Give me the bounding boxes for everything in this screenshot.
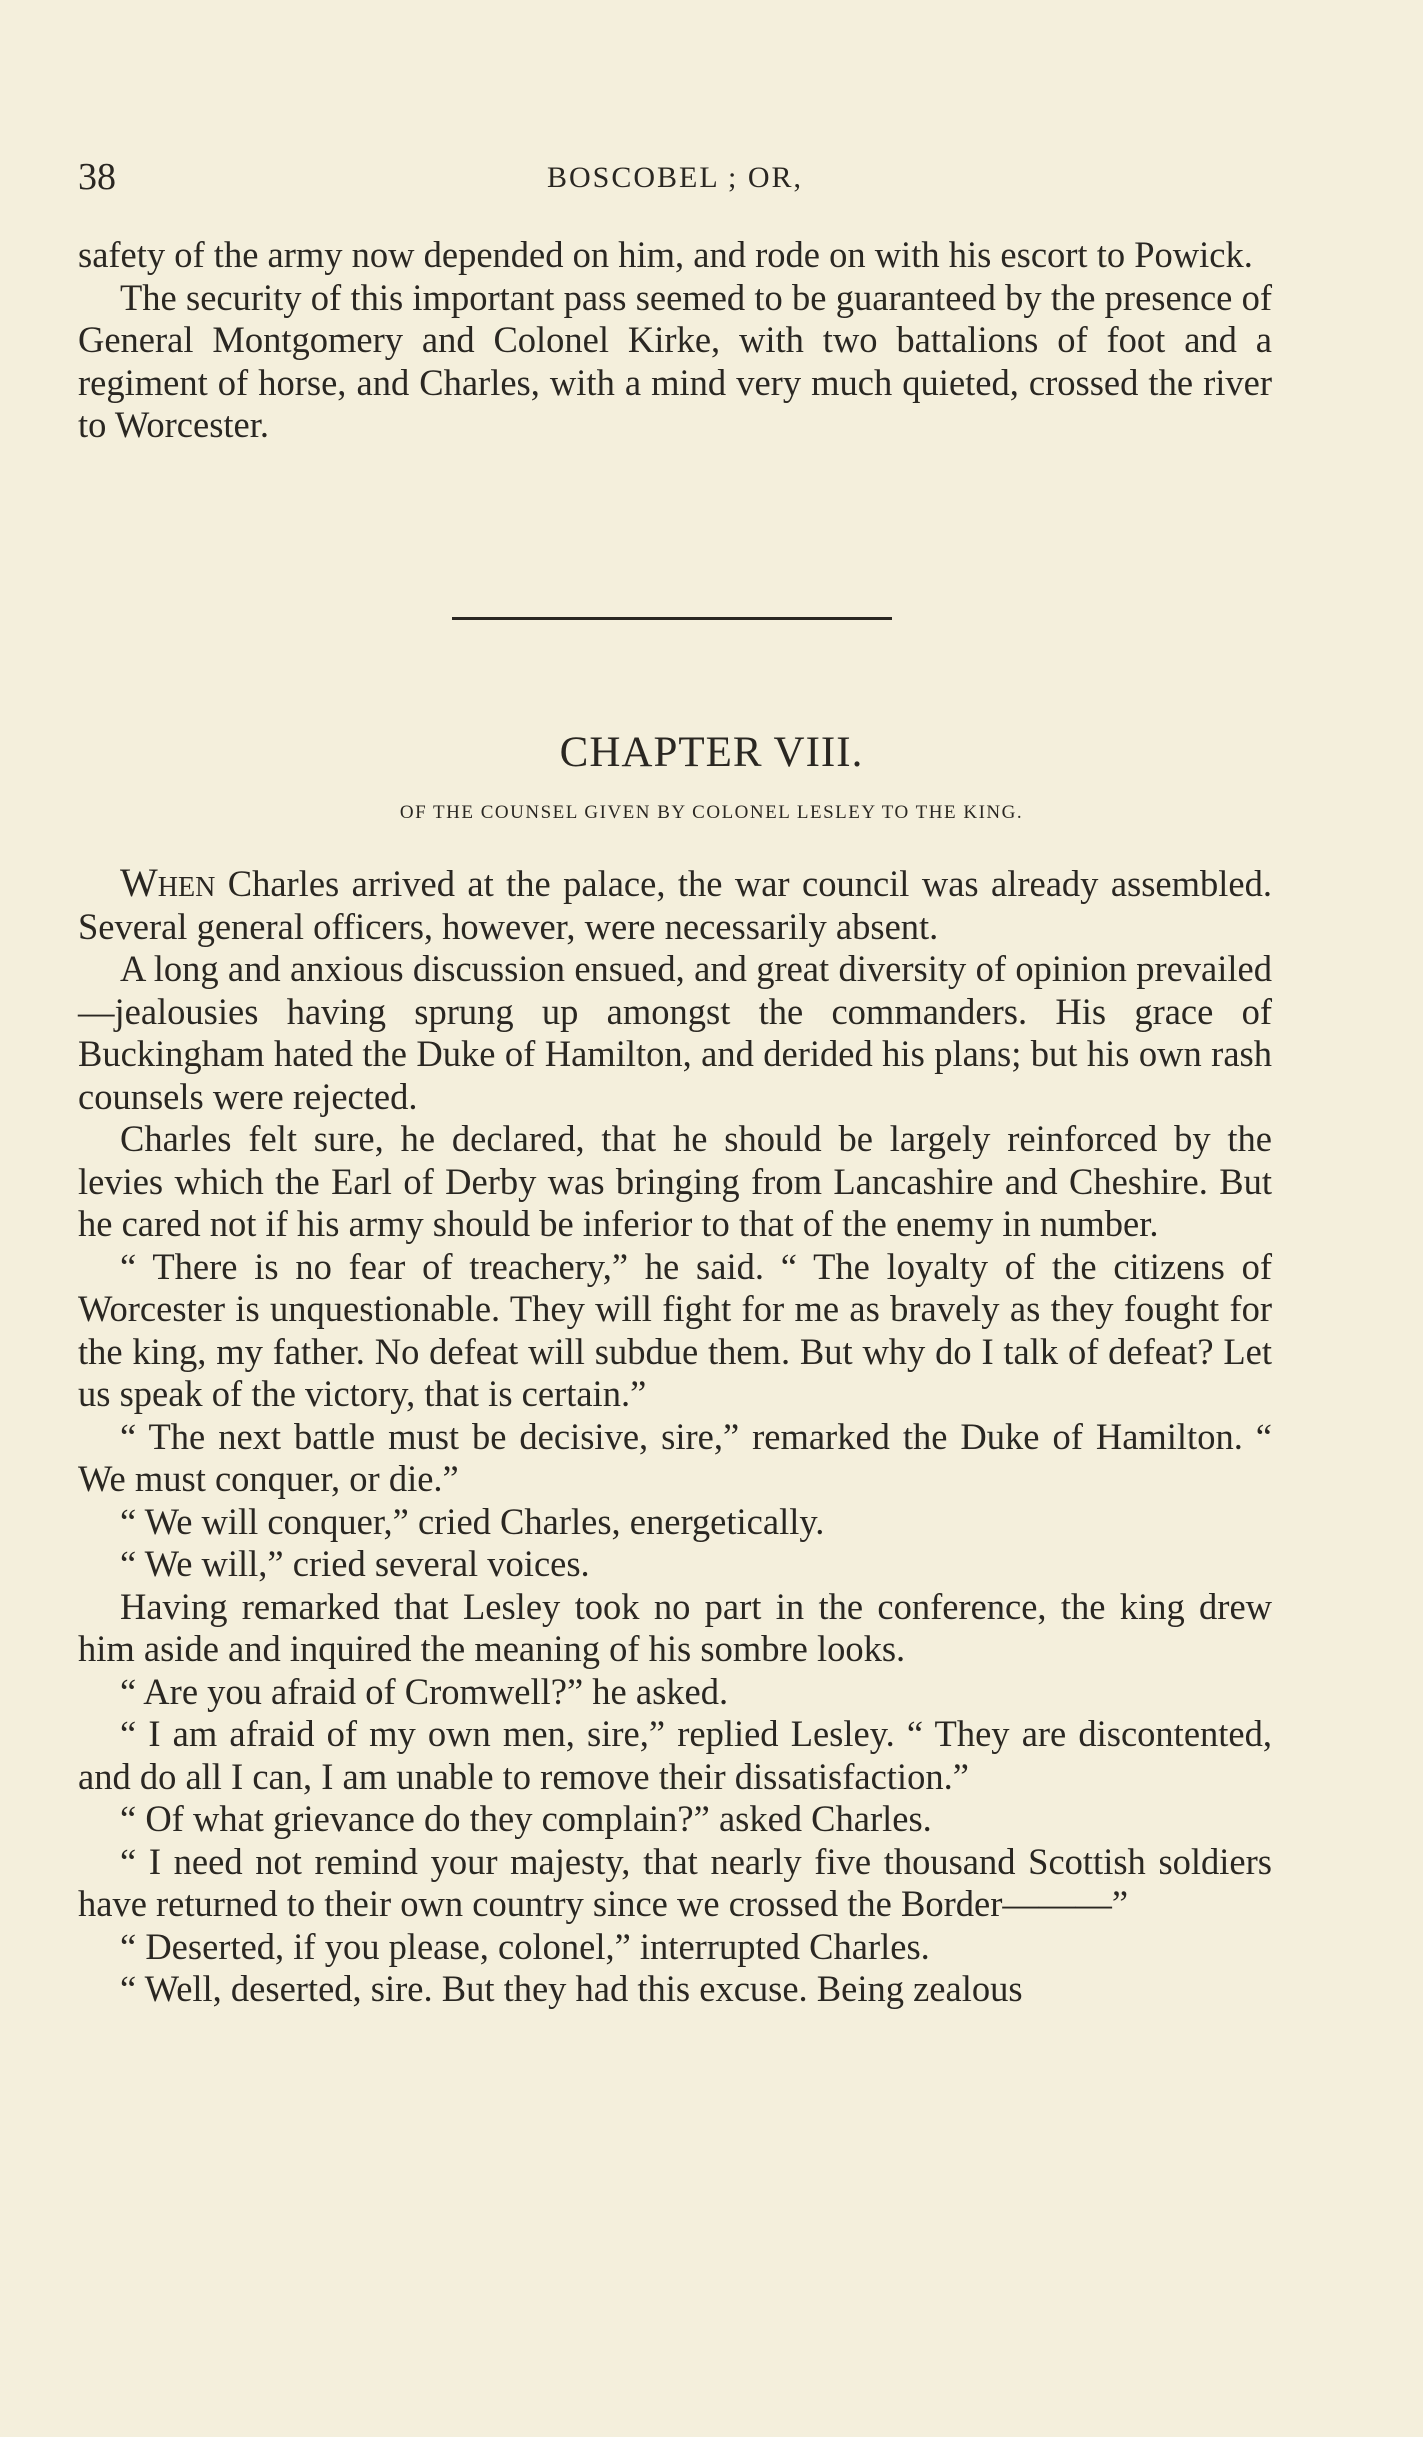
paragraph: “ I am afraid of my own men, sire,” replied Lesley. “ They are discontented, and do all I can, I am unable to remove their dissatisfaction.”: [78, 1713, 1272, 1797]
paragraph: “ We will,” cried several voices.: [120, 1543, 590, 1584]
chapter-subtitle: OF THE COUNSEL GIVEN BY COLONEL LESLEY TO THE KING.: [399, 802, 1024, 823]
page-number: 38: [78, 156, 116, 198]
opening-word: When: [120, 860, 216, 905]
continuation-text: [78, 234, 1272, 447]
chapter-title: CHAPTER VIII.: [559, 729, 864, 776]
paragraph: “ The next battle must be decisive, sire,” remarked the Duke of Hamilton. “ We must conquer, or die.”: [78, 1415, 1272, 1499]
opening-paragraph: [78, 862, 1272, 948]
paragraph: “ Deserted, if you please, colonel,” interrupted Charles.: [120, 1925, 930, 1967]
paragraph: Having remarked that Lesley took no part in the conference, the king drew him aside and inquired the meaning of his sombre looks.: [78, 1585, 1272, 1669]
paragraph: safety of the army now depended on him, and rode on with his escort to Powick.: [78, 234, 1253, 275]
chapter-body: [78, 862, 1272, 2011]
paragraph: “ There is no fear of treachery,” he said. “ The loyalty of the citizens of Worcester is unquestionable. They will fight for me as bravely as they fought for the king, my father. No defeat will subdue them. But why do I talk of defeat? Let us speak of the victory, that is certain.”: [78, 1245, 1272, 1414]
paragraph: A long and anxious discussion ensued, and great diversity of opinion prevailed—jealousies having sprung up amongst the commanders. His grace of Buckingham hated the Duke of Hamilton, and derided his plans; but his own rash counsels were rejected.: [78, 948, 1272, 1117]
running-head: [78, 155, 1272, 205]
paragraph: “ I need not remind your majesty, that nearly five thousand Scottish soldiers have returned to their own country since we crossed the Border———”: [78, 1840, 1272, 1924]
paragraph: The security of this important pass seemed to be guaranteed by the presence of General Montgomery and Colonel Kirke, with two battalions of foot and a regiment of horse, and Charles, with a mind very much quieted, crossed the river to Worcester.: [78, 276, 1272, 445]
paragraph: “ We will conquer,” cried Charles, energetically.: [120, 1500, 825, 1542]
opening-text: Charles arrived at the palace, the war council was already assembled. Several general officers, however, were necessarily absent.: [78, 863, 1272, 947]
section-divider: [452, 617, 892, 620]
paragraph: “ Of what grievance do they complain?” asked Charles.: [120, 1798, 932, 1839]
paragraph: Charles felt sure, he declared, that he should be largely reinforced by the levies which the Earl of Derby was bringing from Lancashire and Cheshire. But he cared not if his army should be inferior to that of the enemy in number.: [78, 1118, 1272, 1244]
running-title: BOSCOBEL ; OR,: [546, 161, 804, 194]
paragraph: “ Are you afraid of Cromwell?” he asked.: [120, 1670, 729, 1712]
paragraph: “ Well, deserted, sire. But they had this excuse. Being zealous: [120, 1968, 1023, 2009]
